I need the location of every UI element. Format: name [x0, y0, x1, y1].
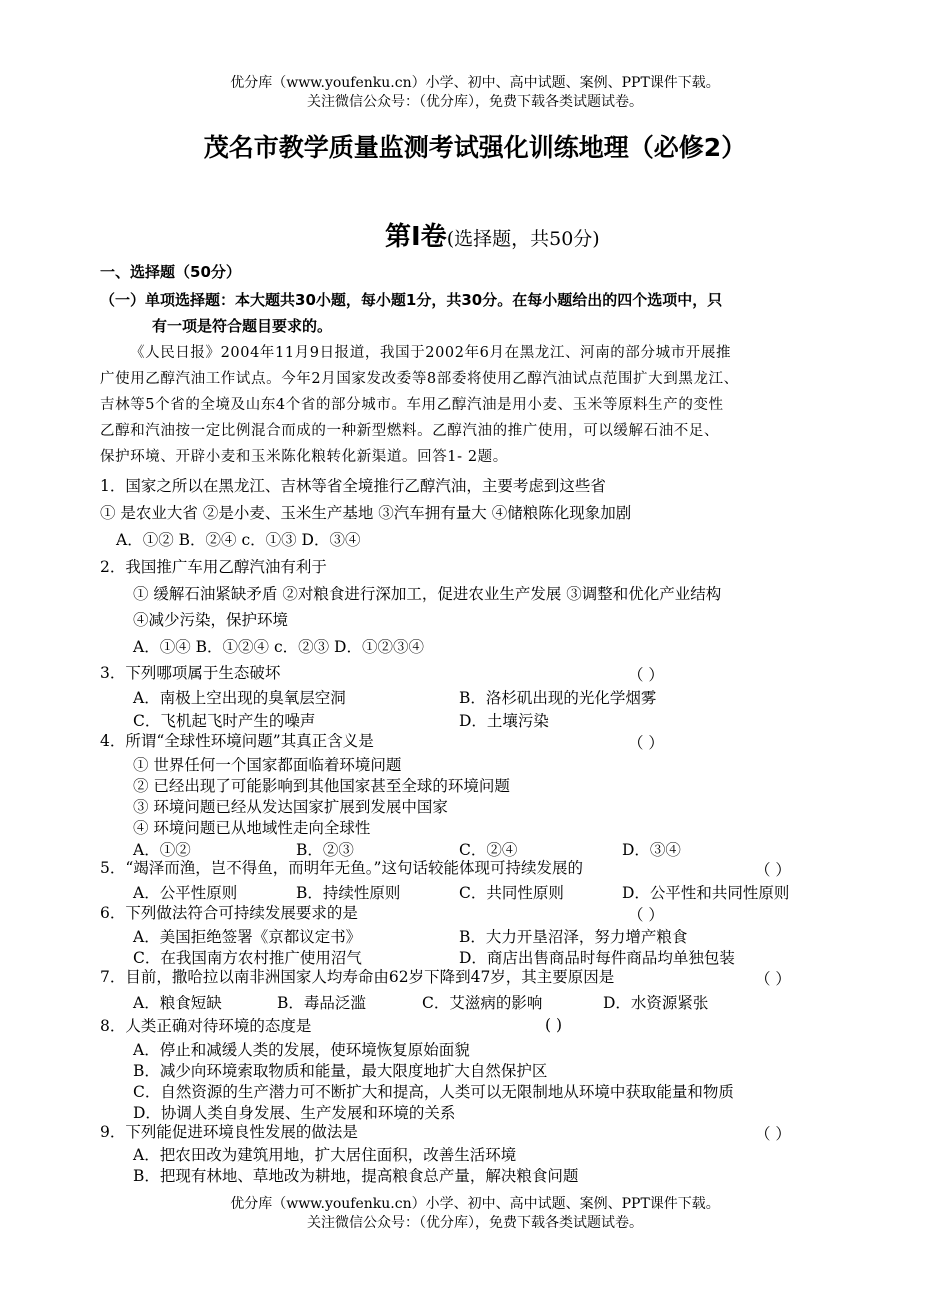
- option-b: B．②③: [296, 841, 354, 859]
- question-1-options: A．①② B．②④ c．①③ D．③④: [116, 531, 361, 549]
- question-3-stem: 3．下列哪项属于生态破坏: [100, 664, 281, 682]
- question-1-stem: 1．国家之所以在黑龙江、吉林等省全境推行乙醇汽油，主要考虑到这些省: [100, 477, 606, 495]
- passage-line: 《人民日报》2004年11月9日报道，我国于2002年6月在黑龙江、河南的部分城市开展推: [130, 345, 732, 361]
- volume-number: 第Ⅰ卷: [385, 222, 447, 252]
- option-a: A．粮食短缺: [133, 994, 222, 1012]
- footer-line-1: 优分库（www.youfenku.cn）小学、初中、高中试题、案例、PPT课件下载。: [230, 1196, 720, 1212]
- question-4-item: ② 已经出现了可能影响到其他国家甚至全球的环境问题: [133, 777, 510, 795]
- option-b: B．减少向环境索取物质和能量，最大限度地扩大自然保护区: [133, 1062, 548, 1080]
- option-b: B．毒品泛滥: [277, 994, 366, 1012]
- section-heading: 一、选择题（50分）: [100, 263, 241, 281]
- option-b: B．大力开垦沼泽，努力增产粮食: [459, 928, 688, 946]
- option-c: C．共同性原则: [459, 884, 564, 902]
- page-title: 茂名市教学质量监测考试强化训练地理（必修2）: [203, 133, 747, 162]
- question-1-items: ① 是农业大省 ②是小麦、玉米生产基地 ③汽车拥有量大 ④储粮陈化现象加剧: [100, 504, 632, 522]
- option-b: B．持续性原则: [296, 884, 401, 902]
- question-2-items-2: ④减少污染，保护环境: [133, 611, 289, 629]
- option-c: C．自然资源的生产潜力可不断扩大和提高，人类可以无限制地从环境中获取能量和物质: [133, 1083, 734, 1101]
- question-9-stem: 9．下列能促进环境良性发展的做法是: [100, 1123, 358, 1141]
- option-c: C．飞机起飞时产生的噪声: [133, 712, 316, 730]
- passage-line: 保护环境、开辟小麦和玉米陈化粮转化新渠道。回答1- 2题。: [100, 449, 508, 465]
- option-a: A．把农田改为建筑用地，扩大居住面积，改善生活环境: [133, 1146, 517, 1164]
- footer-line-2: 关注微信公众号：（优分库），免费下载各类试题试卷。: [307, 1215, 643, 1231]
- question-6-stem: 6．下列做法符合可持续发展要求的是: [100, 904, 358, 922]
- option-b: B．洛杉矶出现的光化学烟雾: [459, 689, 657, 707]
- question-2-items-1: ① 缓解石油紧缺矛盾 ②对粮食进行深加工，促进农业生产发展 ③调整和优化产业结构: [133, 585, 722, 603]
- volume-heading: [385, 216, 600, 253]
- answer-bracket: （ ）: [755, 970, 791, 988]
- question-2-stem: 2．我国推广车用乙醇汽油有利于: [100, 558, 327, 576]
- question-4-stem: 4．所谓“全球性环境问题”其真正含义是: [100, 732, 374, 750]
- answer-bracket: （ ）: [755, 1125, 791, 1143]
- question-4-item: ① 世界任何一个国家都面临着环境问题: [133, 756, 402, 774]
- answer-bracket: （ ）: [755, 861, 791, 879]
- question-5-stem: 5．“竭泽而渔，岂不得鱼，而明年无鱼。”这句话较能体现可持续发展的: [100, 859, 583, 877]
- option-a: A．美国拒绝签署《京都议定书》: [133, 928, 362, 946]
- question-4-item: ④ 环境问题已从地域性走向全球性: [133, 819, 371, 837]
- option-b: B．把现有林地、草地改为耕地，提高粮食总产量，解决粮食问题: [133, 1167, 579, 1185]
- option-c: C．②④: [459, 841, 518, 859]
- answer-bracket: （ ）: [628, 734, 664, 752]
- option-c: C．艾滋病的影响: [422, 994, 543, 1012]
- answer-bracket: ( ): [545, 1016, 563, 1034]
- answer-bracket: （ ）: [628, 906, 664, 924]
- option-d: D．土壤污染: [459, 712, 549, 730]
- option-a: A．公平性原则: [133, 884, 238, 902]
- question-2-options: A．①④ B．①②④ c．②③ D．①②③④: [133, 638, 424, 656]
- option-d: D．水资源紧张: [603, 994, 709, 1012]
- option-d: D．商店出售商品时每件商品均单独包装: [459, 949, 735, 967]
- instruction-line-2: 有一项是符合题目要求的。: [152, 317, 333, 335]
- option-d: D．公平性和共同性原则: [622, 884, 790, 902]
- option-a: A．南极上空出现的臭氧层空洞: [133, 689, 346, 707]
- option-d: D．协调人类自身发展、生产发展和环境的关系: [133, 1104, 456, 1122]
- header-line-1: 优分库（www.youfenku.cn）小学、初中、高中试题、案例、PPT课件下载。: [230, 75, 720, 91]
- volume-subtitle: (选择题，共50分): [446, 228, 600, 250]
- option-c: C．在我国南方农村推广使用沼气: [133, 949, 362, 967]
- header-line-2: 关注微信公众号：（优分库），免费下载各类试题试卷。: [307, 94, 643, 110]
- option-d: D．③④: [622, 841, 681, 859]
- answer-bracket: （ ）: [628, 666, 664, 684]
- passage-line: 乙醇和汽油按一定比例混合而成的一种新型燃料。乙醇汽油的推广使用，可以缓解石油不足、: [100, 423, 720, 439]
- instruction-line-1: （一）单项选择题：本大题共30小题，每小题1分，共30分。在每小题给出的四个选项中，只: [100, 291, 723, 309]
- question-4-item: ③ 环境问题已经从发达国家扩展到发展中国家: [133, 798, 448, 816]
- passage-line: 广使用乙醇汽油工作试点。今年2月国家发改委等8部委将使用乙醇汽油试点范围扩大到黑龙江、: [100, 371, 739, 387]
- option-a: A．①②: [133, 841, 191, 859]
- question-8-stem: 8．人类正确对待环境的态度是: [100, 1017, 312, 1035]
- passage-line: 吉林等5个省的全境及山东4个省的部分城市。车用乙醇汽油是用小麦、玉米等原料生产的变性: [100, 397, 724, 413]
- option-a: A．停止和减缓人类的发展，使环境恢复原始面貌: [133, 1041, 470, 1059]
- question-7-stem: 7．目前，撒哈拉以南非洲国家人均寿命由62岁下降到47岁，其主要原因是: [100, 968, 615, 986]
